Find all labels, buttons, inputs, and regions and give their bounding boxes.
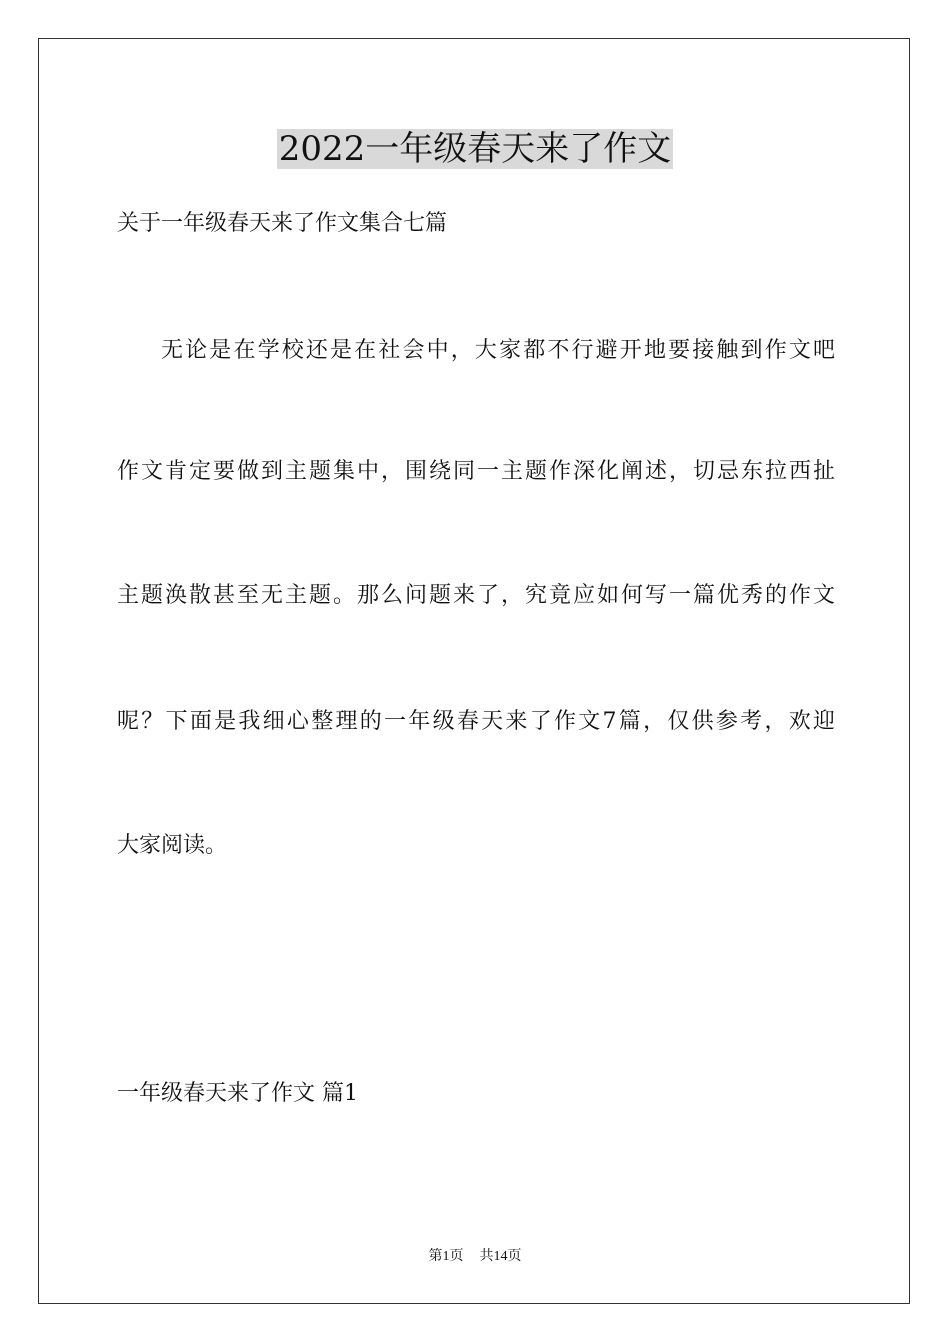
section-heading: 一年级春天来了作文 篇1 [117, 1081, 358, 1106]
document-subtitle: 关于一年级春天来了作文集合七篇 [117, 211, 448, 236]
page-total: 共14页 [479, 1249, 522, 1264]
intro-line: 主题涣散甚至无主题。那么问题来了，究竟应如何写一篇优秀的作文 [117, 583, 835, 608]
intro-line: 作文肯定要做到主题集中，围绕同一主题作深化阐述，切忌东拉西扯 [117, 459, 835, 484]
page-footer [0, 1247, 950, 1267]
intro-line: 大家阅读。 [117, 833, 228, 858]
intro-line: 呢？下面是我细心整理的一年级春天来了作文7篇，仅供参考，欢迎 [117, 709, 835, 734]
page-number: 第1页 [428, 1249, 464, 1264]
intro-line: 无论是在学校还是在社会中，大家都不行避开地要接触到作文吧 [161, 338, 835, 363]
document-title [0, 127, 950, 171]
document-title-text: 2022一年级春天来了作文 [278, 129, 672, 169]
